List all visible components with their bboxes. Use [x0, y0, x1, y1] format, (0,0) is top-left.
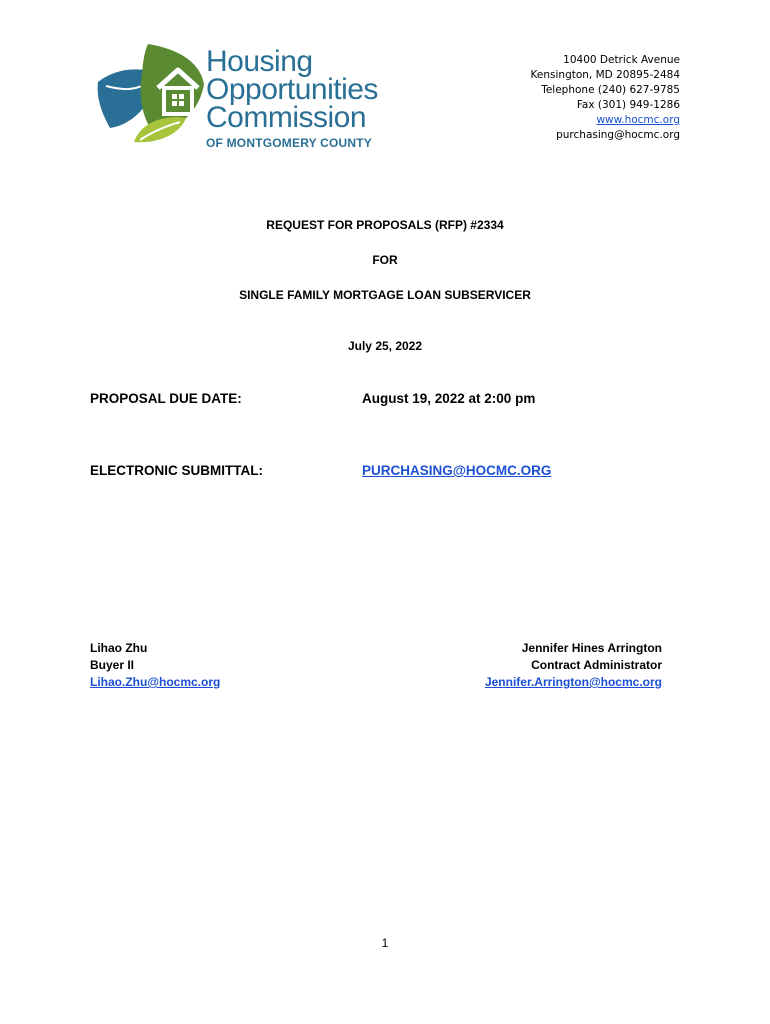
- website-link[interactable]: www.hocmc.org: [596, 114, 680, 126]
- contact-role: Buyer II: [90, 658, 135, 672]
- address-email: purchasing@hocmc.org: [556, 129, 680, 141]
- contact-email-link[interactable]: Jennifer.Arrington@hocmc.org: [484, 675, 662, 689]
- address-street: 10400 Detrick Avenue: [563, 54, 680, 66]
- logo-line-housing: Housing: [206, 45, 313, 78]
- submittal-label: ELECTRONIC SUBMITTAL:: [90, 463, 263, 478]
- contact-role: Contract Administrator: [531, 658, 662, 672]
- due-date-value: August 19, 2022 at 2:00 pm: [362, 391, 536, 406]
- contact-buyer: [90, 640, 220, 691]
- logo-wordmark: [206, 45, 378, 150]
- leaf-house-icon: [96, 40, 206, 150]
- submittal-email-link[interactable]: PURCHASING@HOCMC.ORG: [362, 463, 552, 478]
- contact-administrator: [485, 640, 662, 691]
- contact-email-link[interactable]: Lihao.Zhu@hocmc.org: [90, 675, 221, 689]
- logo-line-opportunities: Opportunities: [206, 73, 378, 106]
- contact-name: Lihao Zhu: [90, 641, 148, 655]
- address-block: [531, 53, 680, 143]
- address-city: Kensington, MD 20895-2484: [530, 69, 680, 81]
- rfp-date: July 25, 2022: [347, 339, 423, 353]
- contact-name: Jennifer Hines Arrington: [521, 641, 662, 655]
- address-fax: Fax (301) 949-1286: [576, 99, 680, 111]
- logo-subtitle: OF MONTGOMERY COUNTY: [206, 136, 372, 150]
- address-telephone: Telephone (240) 627-9785: [541, 84, 680, 96]
- rfp-subject: SINGLE FAMILY MORTGAGE LOAN SUBSERVICER: [239, 288, 531, 302]
- page-number: 1: [381, 936, 389, 950]
- rfp-title: REQUEST FOR PROPOSALS (RFP) #2334: [266, 218, 504, 232]
- hoc-logo: [96, 40, 396, 150]
- rfp-for: FOR: [372, 253, 398, 267]
- due-date-label: PROPOSAL DUE DATE:: [90, 391, 242, 406]
- logo-line-commission: Commission: [206, 101, 367, 134]
